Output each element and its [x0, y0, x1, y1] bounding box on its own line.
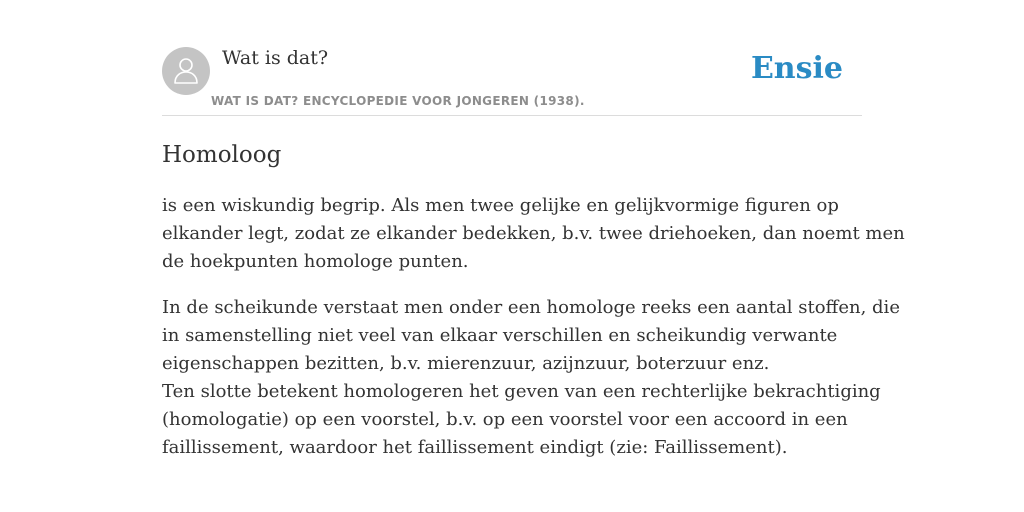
paragraph-2 — [162, 294, 900, 462]
source-avatar[interactable] — [162, 47, 210, 95]
paragraph-1 — [162, 192, 905, 276]
text-line: de hoekpunten homologe punten. — [162, 251, 469, 272]
article-card — [162, 0, 905, 512]
user-icon — [172, 56, 200, 86]
entry-title: Homoloog — [162, 142, 282, 168]
text-line: (homologatie) op een voorstel, b.v. op een voorstel voor een accoord in een — [162, 409, 848, 430]
entry-body — [162, 192, 905, 480]
article-header — [162, 0, 862, 116]
brand-logo[interactable]: Ensie — [750, 51, 843, 86]
text-line: elkander legt, zodat ze elkander bedekken, b.v. twee driehoeken, dan noemt men — [162, 223, 905, 244]
text-line: eigenschappen bezitten, b.v. mierenzuur, azijnzuur, boterzuur enz. — [162, 353, 770, 374]
text-line: Ten slotte betekent homologeren het geven van een rechterlijke bekrachtiging — [162, 381, 881, 402]
text-line: faillissement, waardoor het faillissement eindigt (zie: Faillissement). — [162, 437, 788, 458]
text-line: In de scheikunde verstaat men onder een homologe reeks een aantal stoffen, die — [162, 297, 900, 318]
text-line: in samenstelling niet veel van elkaar verschillen en scheikundig verwante — [162, 325, 838, 346]
source-subtitle: WAT IS DAT? ENCYCLOPEDIE VOOR JONGEREN (1938). — [211, 94, 585, 108]
source-title[interactable]: Wat is dat? — [222, 47, 329, 69]
text-line: is een wiskundig begrip. Als men twee gelijke en gelijkvormige figuren op — [162, 195, 839, 216]
